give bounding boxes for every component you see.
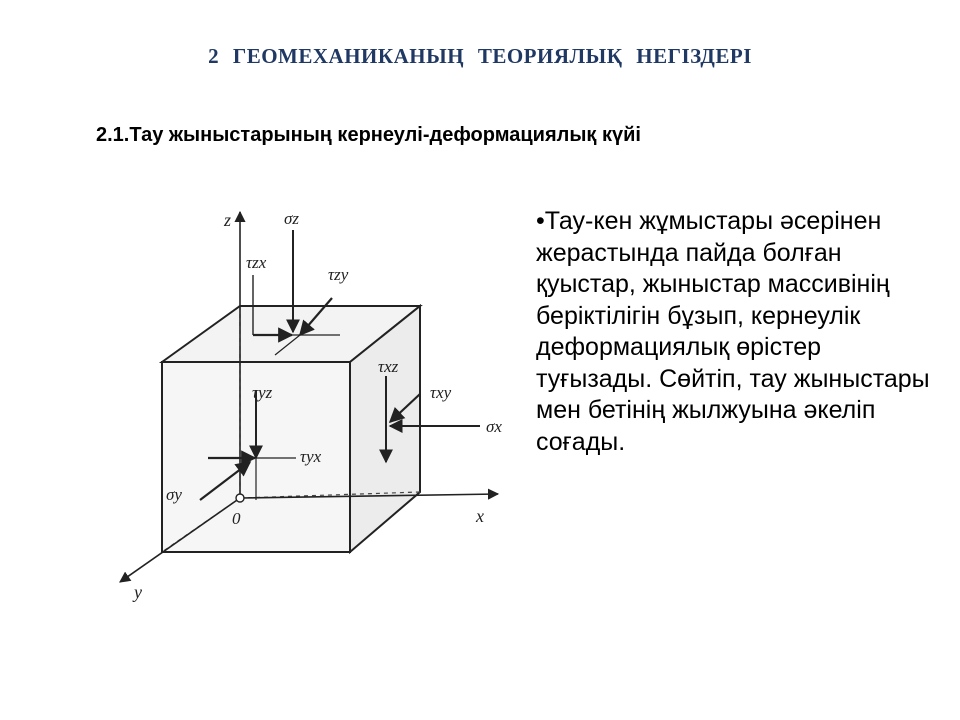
label-axis-y: y [134, 582, 142, 602]
label-sigma-x: σx [486, 417, 502, 436]
label-sigma-z: σz [284, 209, 299, 228]
bullet-paragraph: •Тау-кен жұмыстары әсерінен жерастында пайда болған қуыстар, жыныстар массивінің беріктілігін бұзып, кернеулік деформациялық өрістер туғызады. Сөйтіп, тау жыныстары мен бетінің жылжуына әкеліп соғады. [536, 207, 930, 456]
stress-cube-diagram [100, 200, 520, 610]
label-tau-yz: τyz [252, 383, 273, 402]
label-tau-zx: τzx [246, 253, 267, 272]
origin-point [236, 494, 244, 502]
slide-title: 2 ГЕОМЕХАНИКАНЫҢ ТЕОРИЯЛЫҚ НЕГІЗДЕРІ [208, 44, 752, 68]
slide-subtitle: 2.1.Тау жыныстарының кернеулі-деформациялық күйі [96, 124, 641, 146]
label-axis-x: x [476, 506, 484, 526]
label-tau-yx: τyx [300, 447, 322, 466]
label-origin: 0 [232, 509, 241, 528]
label-axis-z: z [224, 210, 232, 230]
label-tau-zy: τzy [328, 265, 349, 284]
label-tau-xz: τxz [378, 357, 399, 376]
label-tau-xy: τxy [430, 383, 452, 402]
label-sigma-y: σy [166, 485, 182, 504]
